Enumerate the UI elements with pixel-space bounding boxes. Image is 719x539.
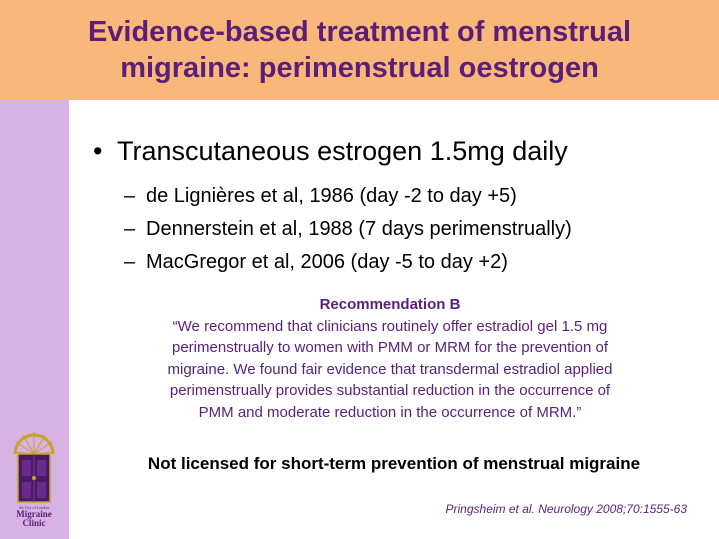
recommendation-title: Recommendation B — [319, 296, 461, 313]
recommendation-line: PMM and moderate reduction in the occurrence of MRM.” — [198, 403, 582, 421]
sub-bullet-text: de Lignières et al, 1986 (day -2 to day +5) — [146, 185, 517, 207]
main-bullet — [93, 136, 568, 167]
recommendation-block — [100, 294, 680, 423]
clinic-logo-text — [9, 505, 59, 528]
citation: Pringsheim et al. Neurology 2008;70:1555-63 — [445, 502, 687, 516]
dash-marker: – — [124, 185, 136, 207]
sub-bullet-text: MacGregor et al, 2006 (day -5 to day +2) — [146, 251, 508, 273]
dash-marker: – — [124, 218, 136, 240]
recommendation-line: “We recommend that clinicians routinely offer estradiol gel 1.5 mg — [172, 317, 608, 335]
dash-marker: – — [124, 251, 136, 273]
slide-title — [35, 14, 685, 86]
recommendation-line: perimenstrually provides substantial reduction in the occurrence of — [169, 382, 611, 399]
bullet-marker: • — [93, 136, 103, 166]
sub-bullet-item — [124, 213, 572, 246]
recommendation-line: migraine. We found fair evidence that transdermal estradiol applied — [167, 360, 613, 378]
title-line-1: Evidence-based treatment of menstrual — [87, 16, 632, 48]
sub-bullet-list — [124, 180, 572, 279]
sub-bullet-text: Dennerstein et al, 1988 (7 days perimenstrually) — [146, 218, 572, 240]
logo-small-text: the City of London — [18, 505, 50, 510]
logo-line-1: Migraine — [16, 509, 52, 519]
sub-bullet-item — [124, 180, 572, 213]
main-bullet-text: Transcutaneous estrogen 1.5mg daily — [117, 136, 568, 166]
logo-line-2: Clinic — [22, 518, 46, 528]
sub-bullet-item — [124, 246, 572, 279]
license-notice: Not licensed for short-term prevention of menstrual migraine — [147, 454, 641, 473]
title-bar — [0, 0, 719, 100]
title-line-2: migraine: perimenstrual oestrogen — [120, 52, 599, 84]
recommendation-line: perimenstrually to women with PMM or MRM for the prevention of — [172, 339, 608, 356]
